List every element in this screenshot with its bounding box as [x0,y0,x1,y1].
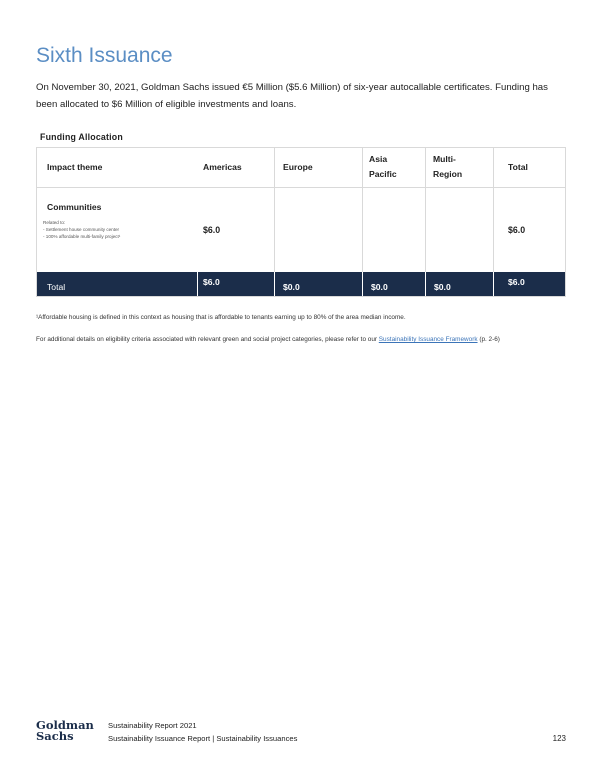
header-total: Total [508,162,528,172]
goldman-sachs-logo [36,718,94,743]
total-row [37,272,565,296]
related-label: Related to: [43,220,66,225]
row-related-notes [43,219,120,240]
total-divider [493,272,494,296]
header-asia-pacific: Asia Pacific [369,154,397,179]
framework-link[interactable]: Sustainability Issuance Framework [378,336,478,343]
header-americas: Americas [203,162,242,172]
total-total: $6.0 [508,277,525,287]
table-row [37,188,565,272]
row-americas-value: $6.0 [203,225,221,235]
header-impact-theme: Impact theme [47,162,103,172]
logo-line: Goldman [36,718,94,732]
footnote: ¹Affordable housing is defined in this context as housing that is affordable to tenants earning up to 80% of the area median income. [36,314,406,321]
page-title: Sixth Issuance [36,44,173,67]
table-header-row [37,148,565,188]
header-multi-region: Multi-Region [433,154,463,179]
total-asia: $0.0 [371,282,388,292]
total-divider [197,272,198,296]
total-divider [274,272,275,296]
footer-section: Sustainability Issuance Report | Sustainability Issuances [108,734,298,743]
funding-allocation-table [36,147,566,297]
row-total-value: $6.0 [508,225,526,235]
logo-line: Sachs [36,729,74,743]
total-multi: $0.0 [434,282,451,292]
details-text-after: (p. 2-6) [477,336,500,343]
total-divider [362,272,363,296]
row-theme: Communities [47,202,102,212]
header-europe: Europe [283,162,313,172]
related-item: - Settlement house community center [43,227,120,232]
eligibility-details [36,336,500,343]
table-caption: Funding Allocation [40,132,123,142]
total-americas: $6.0 [203,277,220,287]
total-divider [425,272,426,296]
total-label: Total [47,282,66,292]
footer-report-title: Sustainability Report 2021 [108,721,197,730]
intro-paragraph: On November 30, 2021, Goldman Sachs issued €5 Million ($5.6 Million) of six-year autocallable certificates. Funding has been allocated to $6 Million of eligible investments and loans. [36,82,548,110]
related-item: - 100% affordable multi-family project¹ [43,234,121,239]
details-text-before: For additional details on eligibility criteria associated with relevant green and social project categories, please refer to our [36,336,379,343]
total-europe: $0.0 [283,282,300,292]
page-number: 123 [552,734,566,743]
